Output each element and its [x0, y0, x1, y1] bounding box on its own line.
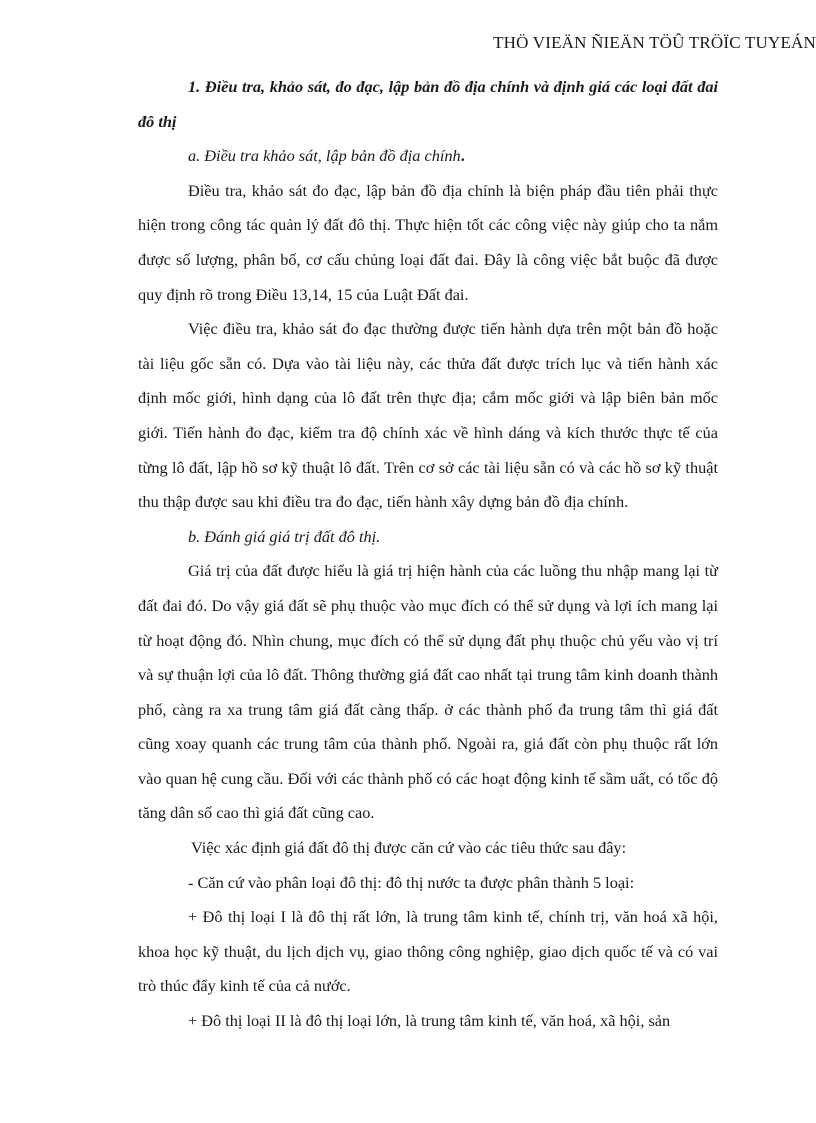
section-heading: 1. Điều tra, khảo sát, đo đạc, lập bản đồ địa chính và định giá các loại đất đai đô thị: [138, 77, 718, 131]
paragraph-6: + Đô thị loại I là đô thị rất lớn, là trung tâm kinh tế, chính trị, văn hoá xã hội, khoa học kỹ thuật, du lịch dịch vụ, giao thông công nghiệp, giao dịch quốc tế và có vai trò thúc đẩy kinh tế của cả nước.: [138, 907, 718, 996]
subsection-a-dot: .: [460, 146, 465, 166]
paragraph-3: Giá trị của đất được hiểu là giá trị hiện hành của các luồng thu nhập mang lại từ đất đai đó. Do vậy giá đất sẽ phụ thuộc vào mục đích có thể sử dụng và lợi ích mang lại từ hoạt động đó. Nhìn chung, mục đích có thể sử dụng đất phụ thuộc chủ yếu vào vị trí và sự thuận lợi của lô đất. Thông thường giá đất cao nhất tại trung tâm kinh doanh thành phố, càng ra xa trung tâm giá đất càng thấp. ở các thành phố đa trung tâm thì giá đất cũng xoay quanh các trung tâm của thành phố. Ngoài ra, giá đất còn phụ thuộc rất lớn vào quan hệ cung cầu. Đối với các thành phố có các hoạt động kinh tế sầm uất, có tốc độ tăng dân số cao thì giá đất cũng cao.: [138, 561, 718, 823]
paragraph-2: Việc điều tra, khảo sát đo đạc thường được tiến hành dựa trên một bản đồ hoặc tài liệu gốc sẵn có. Dựa vào tài liệu này, các thửa đất được trích lục và tiến hành xác định mốc giới, hình dạng của lô đất trên thực địa; cắm mốc giới và lập biên bản mốc giới. Tiến hành đo đạc, kiểm tra độ chính xác về hình dáng và kích thước thực tế của từng lô đất, lập hồ sơ kỹ thuật lô đất. Trên cơ sở các tài liệu sẵn có và các hồ sơ kỹ thuật thu thập được sau khi điều tra đo đạc, tiến hành xây dựng bản đồ địa chính.: [138, 319, 718, 512]
document-body: [138, 70, 718, 1039]
paragraph-4: Việc xác định giá đất đô thị được căn cứ vào các tiêu thức sau đây:: [191, 838, 627, 858]
paragraph-5: - Căn cứ vào phân loại đô thị: đô thị nước ta được phân thành 5 loại:: [188, 872, 635, 892]
paragraph-1: Điều tra, khảo sát đo đạc, lập bản đồ địa chính là biện pháp đầu tiên phải thực hiện trong công tác quản lý đất đô thị. Thực hiện tốt các công việc này giúp cho ta nắm được số lượng, phân bố, cơ cấu chủng loại đất đai. Đây là công việc bắt buộc đã được quy định rõ trong Điều 13,14, 15 của Luật Đất đai.: [138, 180, 718, 304]
paragraph-7: + Đô thị loại II là đô thị loại lớn, là trung tâm kinh tế, văn hoá, xã hội, sản: [188, 1011, 671, 1031]
subsection-a-title: [138, 139, 718, 174]
subsection-b-title: b. Đánh giá giá trị đất đô thị.: [188, 526, 381, 546]
subsection-a-text: a. Điều tra khảo sát, lập bản đồ địa chính: [188, 146, 461, 166]
page-header: THÖ VIEÄN ÑIEÄN TÖÛ TRÖÏC TUYEÁN: [493, 33, 816, 52]
